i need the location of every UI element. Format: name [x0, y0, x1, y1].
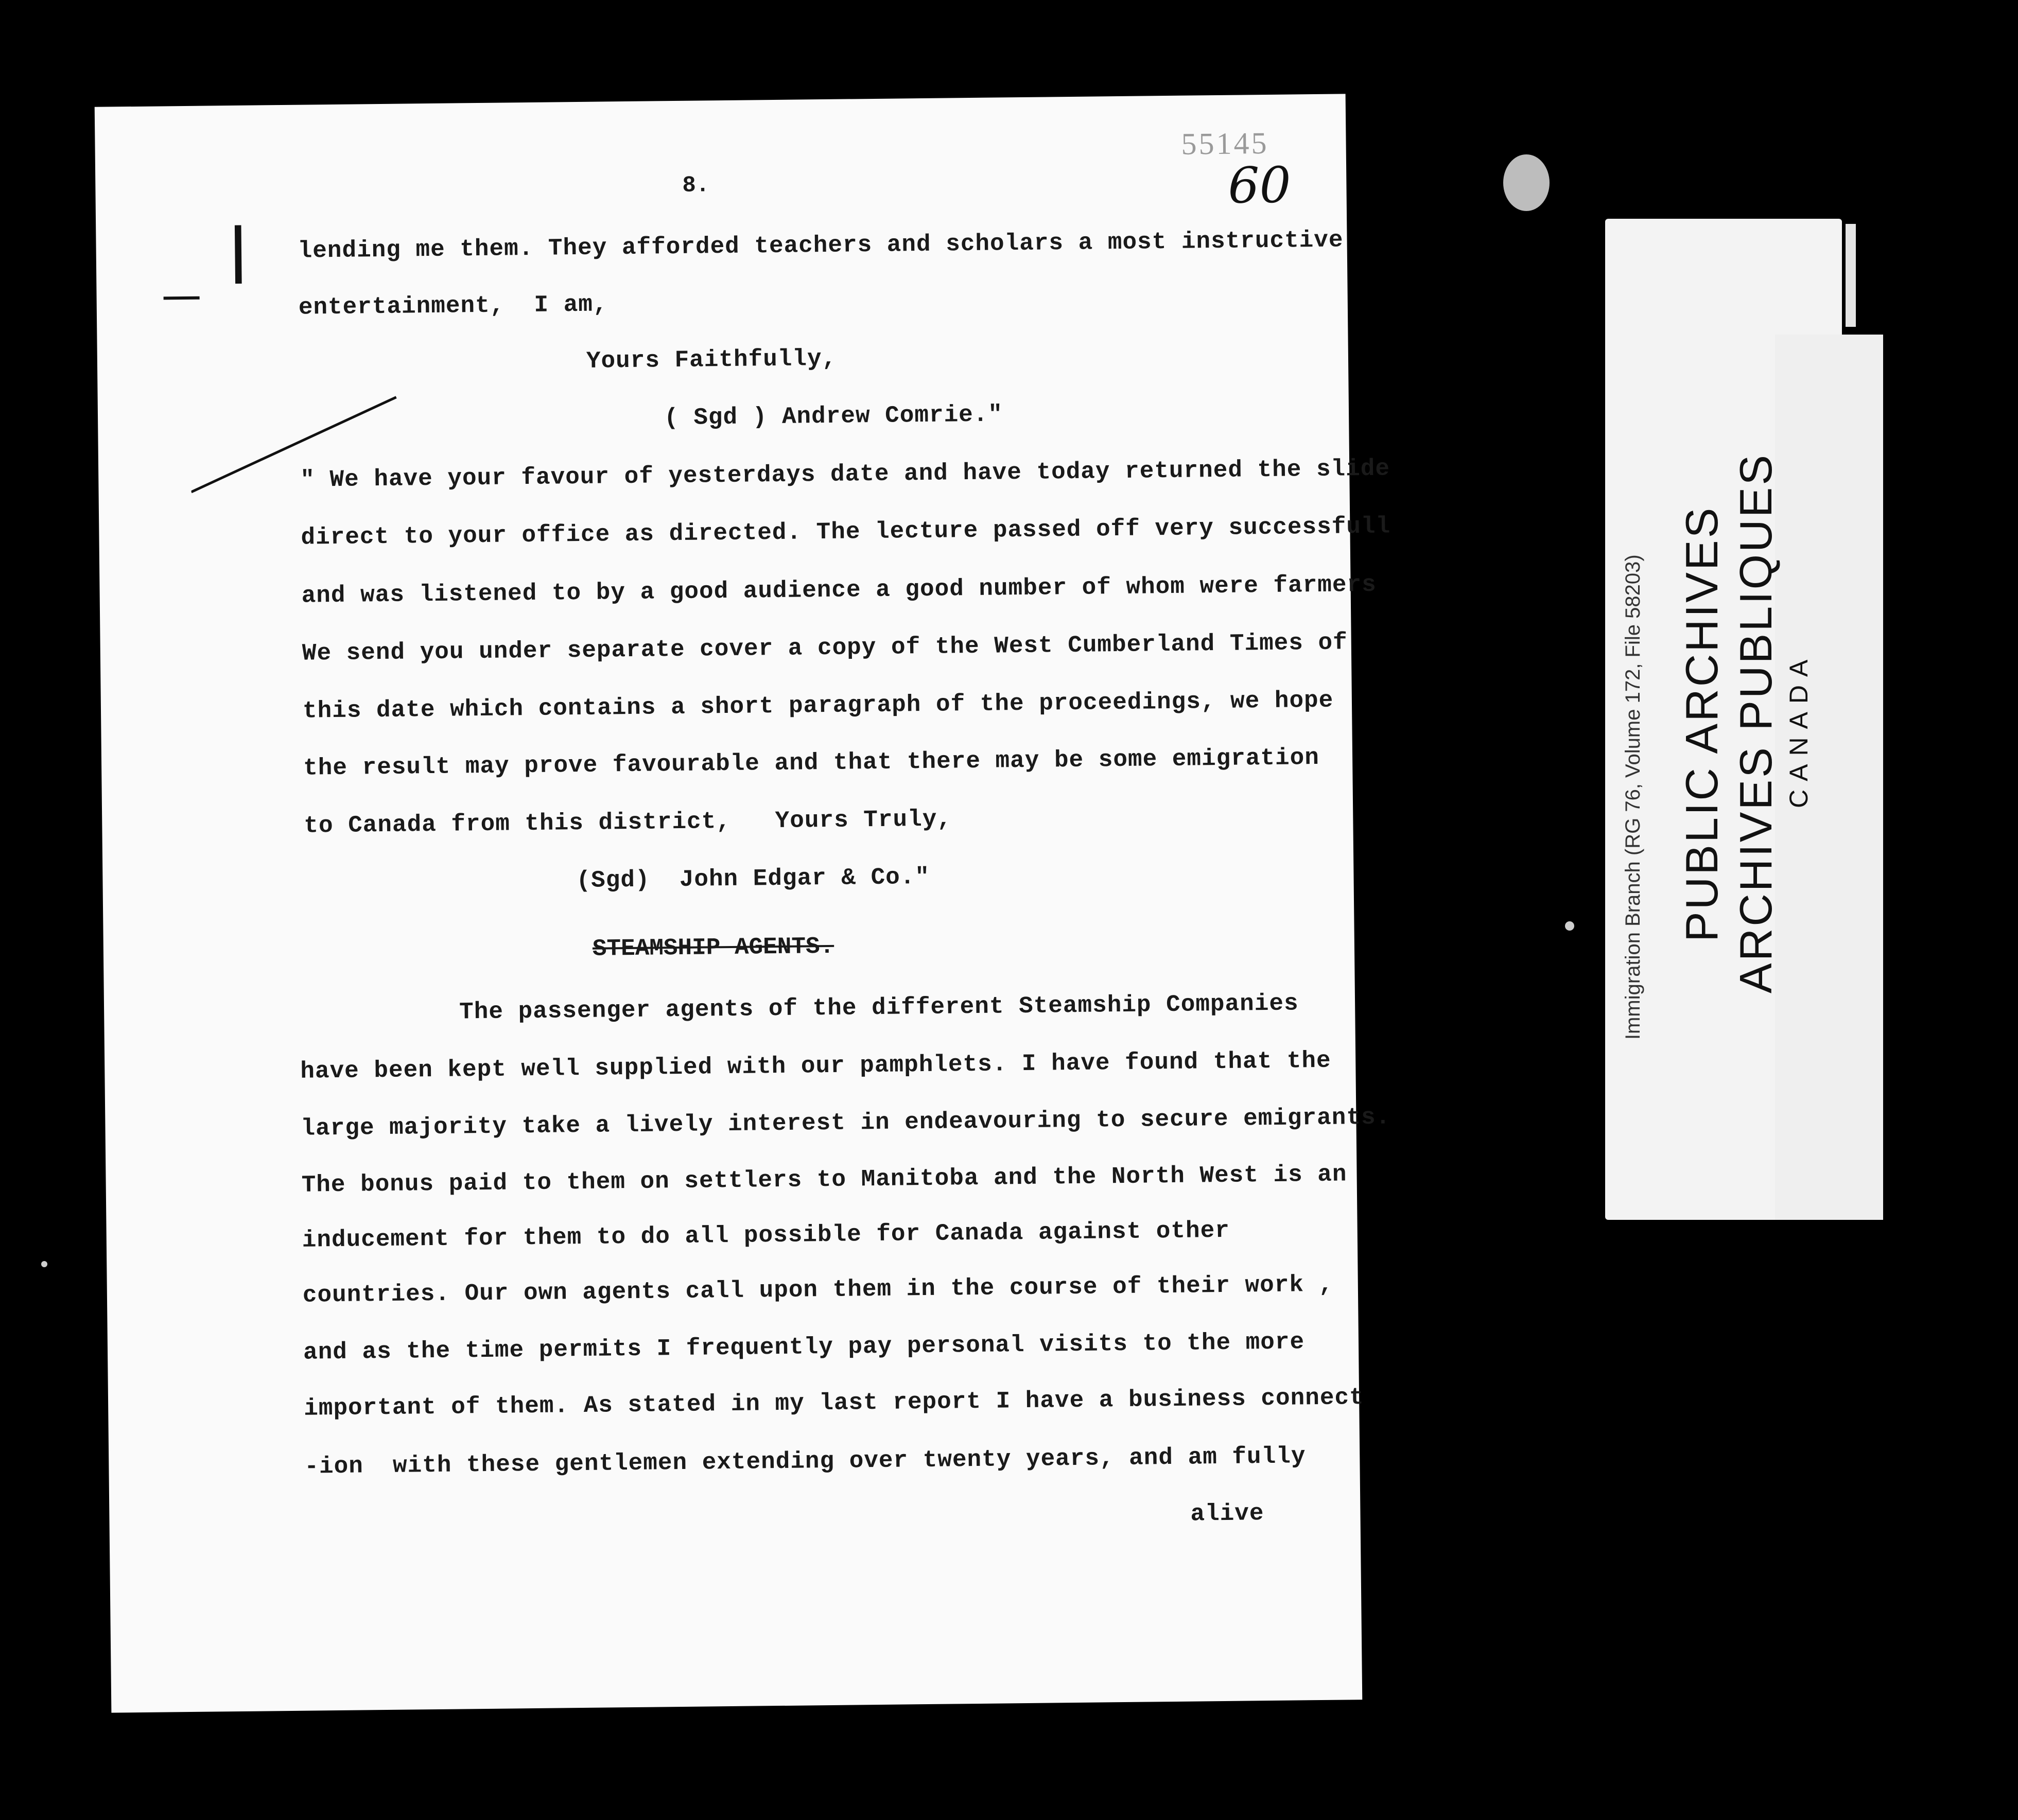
text-line-9: this date which contains a short paragraph of the proceedings, we hope — [302, 687, 1334, 725]
section-line-2: have been kept well supplied with our pamphlets. I have found that the — [300, 1047, 1331, 1085]
scan-speck — [41, 1261, 47, 1267]
text-line-7: and was listened to by a good audience a good number of whom were farmers — [301, 571, 1377, 609]
margin-bracket-mark: ❘ — [214, 216, 263, 283]
archive-label-french: ARCHIVES PUBLIQUES — [1730, 452, 1781, 993]
signature-andrew-comrie: ( Sgd ) Andrew Comrie." — [664, 401, 1003, 432]
document-page — [95, 94, 1391, 1712]
text-line-6: direct to your office as directed. The lecture passed off very successfull — [301, 513, 1391, 551]
text-line-5: " We have your favour of yesterdays date and have today returned the slide — [300, 455, 1390, 494]
scan-speck — [1565, 921, 1574, 931]
signature-john-edgar: (Sgd) John Edgar & Co." — [576, 863, 930, 895]
folio-number: 60 — [1227, 156, 1292, 215]
text-line-1: lending me them. They afforded teachers and scholars a most instructive — [298, 226, 1344, 265]
section-line-8: important of them. As stated in my last report I have a business connect — [303, 1384, 1364, 1422]
archive-stamp-number: 55145 — [1181, 126, 1269, 161]
section-line-6: countries. Our own agents call upon them in the course of their work , — [302, 1271, 1334, 1309]
text-line-8: We send you under separate cover a copy of the West Cumberland Times of — [302, 629, 1348, 667]
section-line-5: inducement for them to do all possible for Canada against other — [302, 1217, 1230, 1254]
scan-speck — [1503, 154, 1550, 211]
label-card-edge — [1846, 224, 1856, 327]
section-line-9: -ion with these gentlemen extending over twenty years, and am fully — [304, 1443, 1306, 1480]
text-line-11: to Canada from this district, Yours Truly, — [304, 806, 952, 839]
archive-label-country: CANADA — [1784, 651, 1813, 808]
page-number: 8. — [682, 172, 710, 199]
section-line-7: and as the time permits I frequently pay personal visits to the more — [303, 1328, 1305, 1366]
archive-reference: Immigration Branch (RG 76, Volume 172, File 58203) — [1622, 554, 1644, 1040]
margin-dash-mark — [164, 296, 200, 300]
section-heading: STEAMSHIP AGENTS. — [592, 933, 834, 962]
section-line-3: large majority take a lively interest in endeavouring to secure emigrants. — [301, 1104, 1391, 1142]
archive-label-english: PUBLIC ARCHIVES — [1676, 505, 1727, 942]
section-line-1: The passenger agents of the different Steamship Companies — [459, 990, 1299, 1026]
catchword: alive — [1190, 1500, 1264, 1528]
text-line-2: entertainment, I am, — [298, 291, 608, 321]
text-line-10: the result may prove favourable and that there may be some emigration — [303, 744, 1320, 782]
signoff-yours-faithfully: Yours Faithfully, — [586, 345, 837, 375]
section-line-4: The bonus paid to them on settlers to Manitoba and the North West is an — [301, 1161, 1347, 1199]
